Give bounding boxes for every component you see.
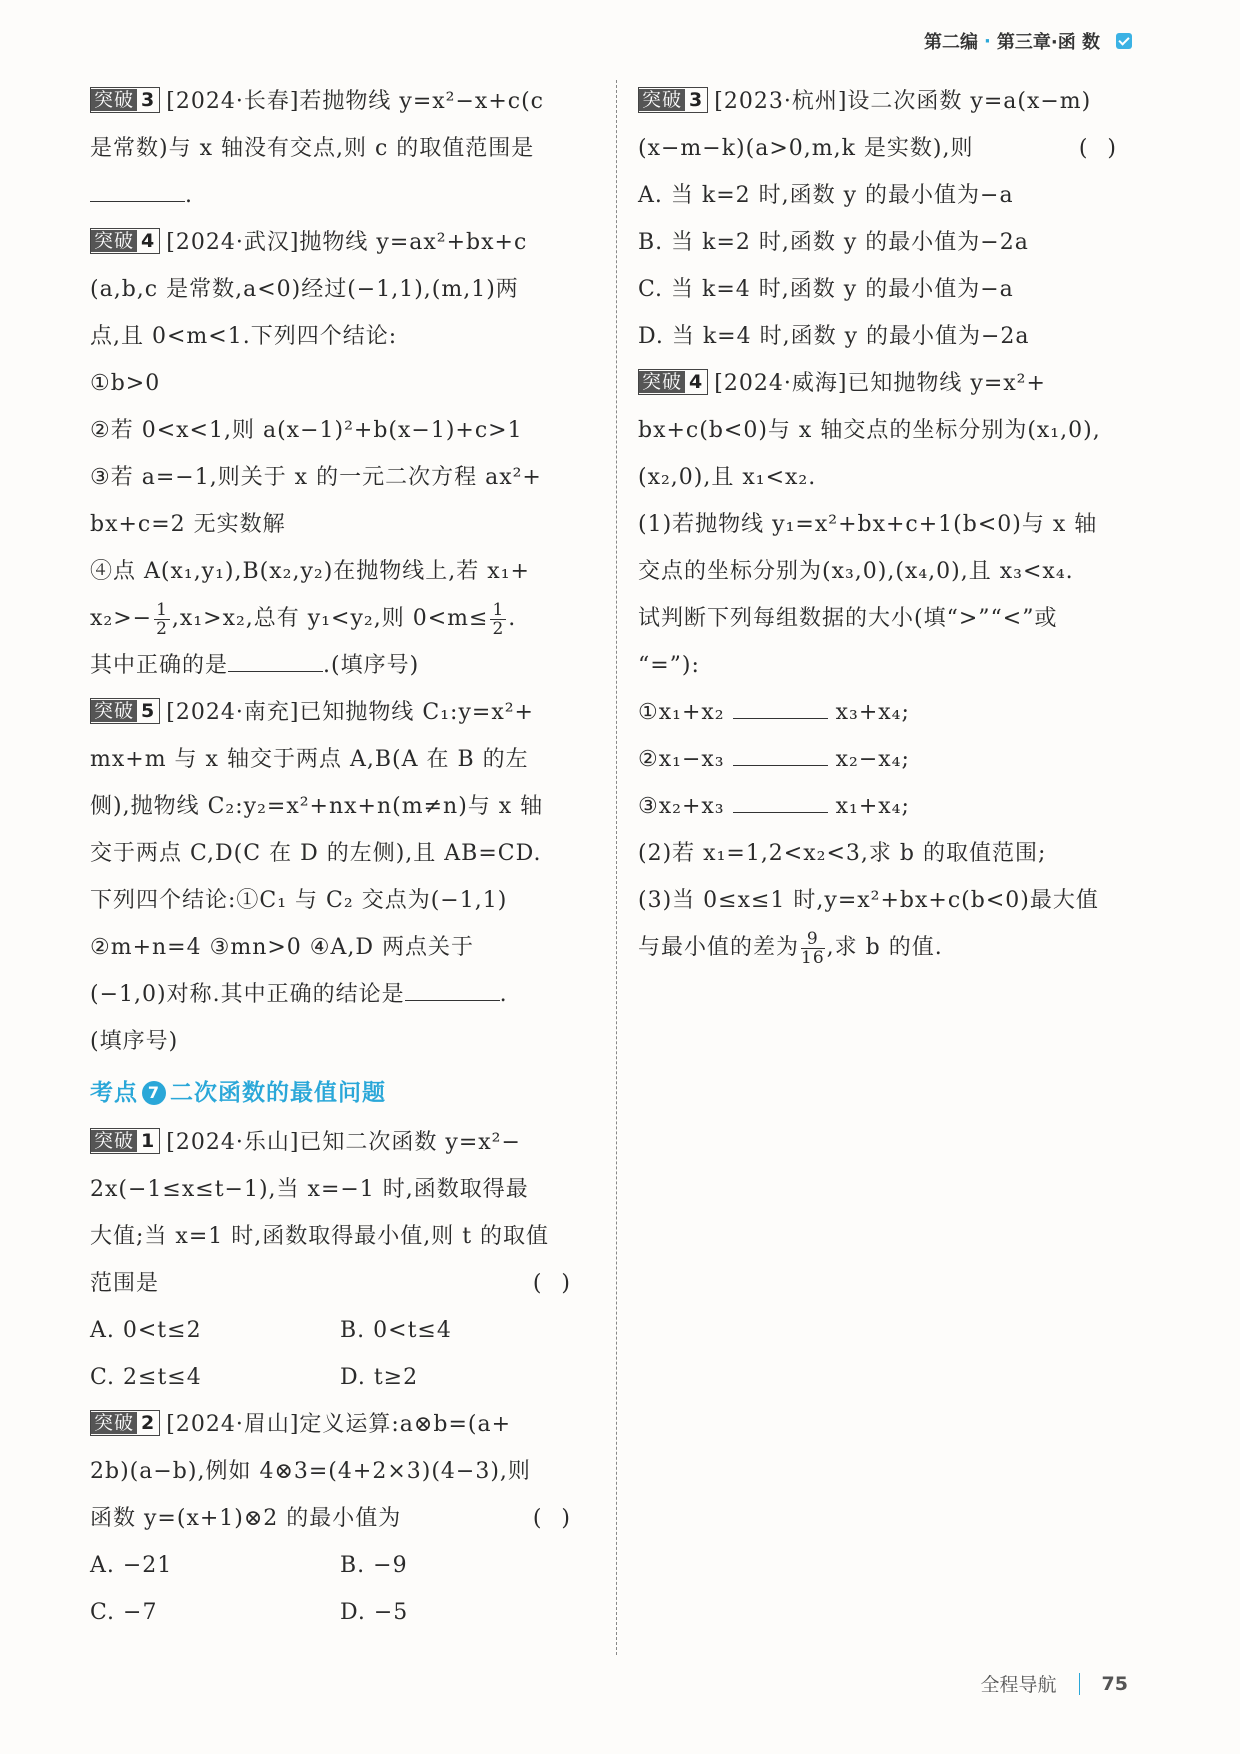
question-2: 突破 2 [2024·眉山]定义运算:a⊗b=(a+ 2b)(a−b),例如 4⊗3=(4+2×3)(4−3),则 函数 y=(x+1)⊗2 的最小值为 () bbox=[90, 1401, 590, 1542]
answer-paren[interactable]: () bbox=[532, 1506, 590, 1531]
choice-a[interactable]: A. 0<t≤2 bbox=[90, 1318, 202, 1343]
page-header bbox=[924, 28, 1132, 54]
problem-tag: 突破 3 bbox=[90, 87, 160, 113]
problem-tag: 突破 4 bbox=[90, 228, 160, 254]
page-footer bbox=[981, 1670, 1128, 1697]
fraction: $\frac{1}{2}$ bbox=[156, 599, 168, 639]
question-4: 突破 4 [2024·威海]已知抛物线 y=x²+ bx+c(b<0)与 x 轴交点的坐标分别为(x₁,0), (x₂,0),且 x₁<x₂. (1)若抛物线 y₁=x²+bx+c+1(b<0)与 x 轴 交点的坐标分别为(x₃,0),(x₄,0),且 x₃<x₄. 试判断下列每组数据的大小(填“>”“<”或 “=”): ①x₁+x₂ x₃+x₄; ②x₁−x₃ x₂−x₄; ③x₂+x₃ x₁+x₄; (2)若 x₁=1,2<x₂<3,求 b 的取值范围; (3)当 0≤x≤1 时,y=x²+bx+c(b<0)最大值 与最小值的差为 $\frac{9}{16}$ ,求 b 的值. bbox=[638, 371, 1101, 968]
answer-blank[interactable] bbox=[90, 181, 185, 202]
answer-blank[interactable] bbox=[733, 745, 828, 766]
question-3: 突破 3 [2023·杭州]设二次函数 y=a(x−m) (x−m−k)(a>0,m,k 是实数),则 () A. 当 k=2 时,函数 y 的最小值为−a B. 当 k=2 时,函数 y 的最小值为−2a C. 当 k=4 时,函数 y 的最小值为−a D. 当 k=4 时,函数 y 的最小值为−2a bbox=[638, 89, 1136, 349]
choice-d[interactable]: D. −5 bbox=[340, 1600, 409, 1625]
choice-b[interactable]: B. −9 bbox=[340, 1553, 408, 1578]
choice-d[interactable]: D. 当 k=4 时,函数 y 的最小值为−2a bbox=[638, 324, 1030, 349]
footer-brand: 全程导航 bbox=[980, 1674, 1057, 1696]
choice-b[interactable]: B. 0<t≤4 bbox=[340, 1318, 452, 1343]
fraction: $\frac{9}{16}$ bbox=[801, 928, 825, 968]
page-number: 75 bbox=[1101, 1672, 1128, 1695]
choices-row bbox=[90, 1589, 590, 1636]
choice-b[interactable]: B. 当 k=2 时,函数 y 的最小值为−2a bbox=[638, 230, 1029, 255]
footer-separator bbox=[1079, 1673, 1080, 1695]
problem-tag: 突破 2 bbox=[90, 1410, 160, 1436]
problem-tag: 突破 4 bbox=[638, 369, 708, 395]
header-part: 第二编 bbox=[924, 32, 979, 53]
choices-row bbox=[90, 1542, 590, 1589]
right-column bbox=[638, 78, 1136, 971]
answer-blank[interactable] bbox=[733, 698, 828, 719]
checkbox-icon bbox=[1116, 33, 1132, 49]
column-divider bbox=[616, 80, 617, 1655]
problem-3: 突破 3 [2024·长春]若抛物线 y=x²−x+c(c 是常数)与 x 轴没有交点,则 c 的取值范围是 . bbox=[90, 89, 544, 208]
section-heading: 考点 7 二次函数的最值问题 bbox=[90, 1080, 386, 1106]
problem-tag: 突破 3 bbox=[638, 87, 708, 113]
answer-blank[interactable] bbox=[733, 792, 828, 813]
header-chapter: 第三章·函 数 bbox=[996, 32, 1100, 53]
section-number-badge: 7 bbox=[142, 1081, 166, 1105]
choice-a[interactable]: A. −21 bbox=[90, 1553, 173, 1578]
fraction: $\frac{1}{2}$ bbox=[492, 599, 505, 639]
choices-row bbox=[90, 1354, 590, 1401]
choice-c[interactable]: C. −7 bbox=[90, 1600, 158, 1625]
answer-paren[interactable]: () bbox=[532, 1271, 590, 1296]
choice-c[interactable]: C. 当 k=4 时,函数 y 的最小值为−a bbox=[638, 277, 1014, 302]
problem-tag: 突破 5 bbox=[90, 698, 160, 724]
header-dot: · bbox=[984, 30, 991, 52]
choice-d[interactable]: D. t≥2 bbox=[340, 1365, 419, 1390]
choice-c[interactable]: C. 2≤t≤4 bbox=[90, 1365, 202, 1390]
answer-blank[interactable] bbox=[228, 651, 323, 672]
problem-4: 突破 4 [2024·武汉]抛物线 y=ax²+bx+c (a,b,c 是常数,a<0)经过(−1,1),(m,1)两 点,且 0<m<1.下列四个结论: ①b>0 ②若 0<x<1,则 a(x−1)²+b(x−1)+c>1 ③若 a=−1,则关于 x 的一元二次方程 ax²+ bx+c=2 无实数解 ④点 A(x₁,y₁),B(x₂,y₂)在抛物线上,若 x₁+ x₂>− $\frac{1}{2}$ ,x₁>x₂,总有 y₁<y₂,则 0<m≤ $\frac{1}{2}$ . 其中正确的是 .(填序号) bbox=[90, 230, 542, 678]
choice-a[interactable]: A. 当 k=2 时,函数 y 的最小值为−a bbox=[638, 183, 1014, 208]
problem-5: 突破 5 [2024·南充]已知抛物线 C₁:y=x²+ mx+m 与 x 轴交于两点 A,B(A 在 B 的左 侧),抛物线 C₂:y₂=x²+nx+n(m≠n)与 x 轴 交于两点 C,D(C 在 D 的左侧),且 AB=CD. 下列四个结论:①C₁ 与 C₂ 交点为(−1,1) ②m+n=4 ③mn>0 ④A,D 两点关于 (−1,0)对称.其中正确的结论是 . (填序号) bbox=[90, 700, 544, 1054]
answer-blank[interactable] bbox=[405, 980, 500, 1001]
answer-paren[interactable]: () bbox=[1078, 136, 1136, 161]
choices-row bbox=[90, 1307, 590, 1354]
left-column bbox=[90, 78, 590, 1636]
question-1: 突破 1 [2024·乐山]已知二次函数 y=x²− 2x(−1≤x≤t−1),当 x=−1 时,函数取得最 大值;当 x=1 时,函数取得最小值,则 t 的取值 范围是 () bbox=[90, 1119, 590, 1307]
problem-tag: 突破 1 bbox=[90, 1128, 160, 1154]
